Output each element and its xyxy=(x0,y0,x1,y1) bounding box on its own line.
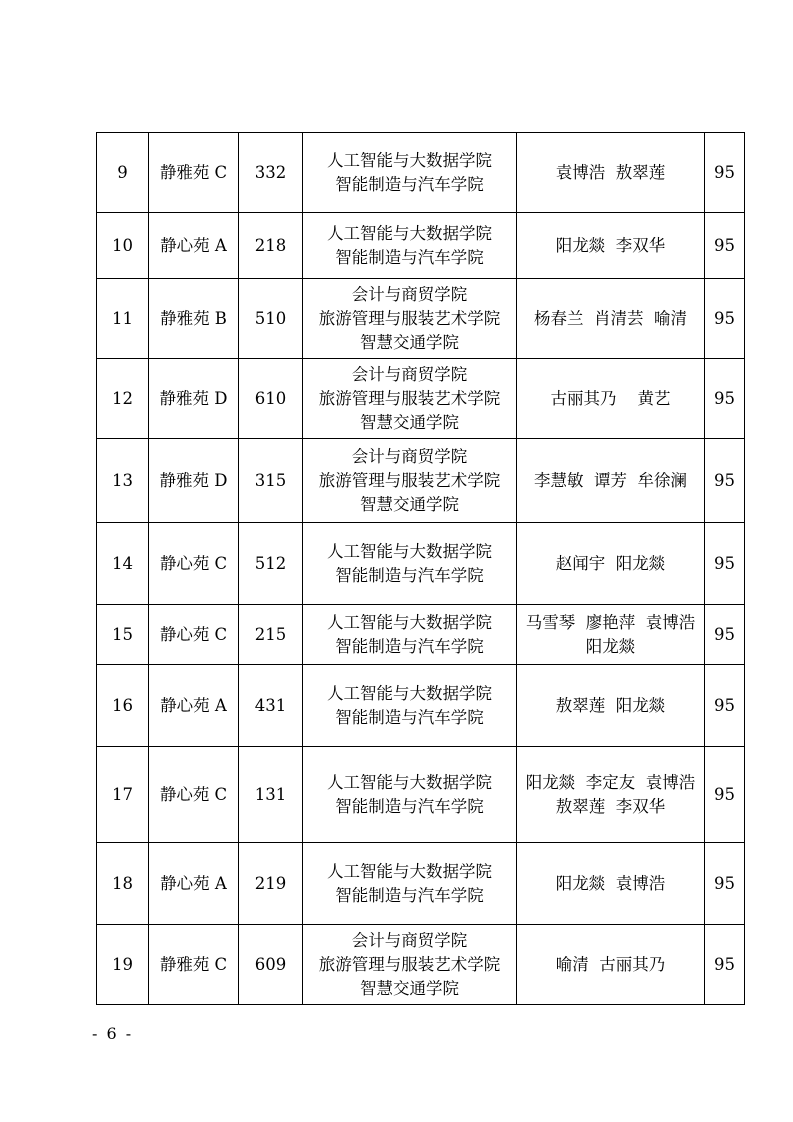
members-cell xyxy=(517,925,705,1005)
building-cell: 静心苑 C xyxy=(149,523,239,605)
building-cell: 静心苑 A xyxy=(149,843,239,925)
college-line: 会计与商贸学院 xyxy=(351,284,468,304)
members-cell xyxy=(517,359,705,439)
score-cell: 95 xyxy=(705,359,745,439)
college-line: 智慧交通学院 xyxy=(360,494,459,514)
score-cell: 95 xyxy=(705,747,745,843)
building-cell: 静雅苑 B xyxy=(149,279,239,359)
member-line: 李慧敏 谭芳 牟徐澜 xyxy=(534,470,687,490)
college-line: 智能制造与汽车学院 xyxy=(335,636,484,656)
college-line: 人工智能与大数据学院 xyxy=(327,861,492,881)
page-number: - 6 - xyxy=(92,1024,134,1043)
building-cell: 静心苑 A xyxy=(149,213,239,279)
room-cell: 609 xyxy=(239,925,303,1005)
table-row xyxy=(97,843,745,925)
member-line: 杨春兰 肖清芸 喻清 xyxy=(534,308,687,328)
table-row xyxy=(97,359,745,439)
college-line: 人工智能与大数据学院 xyxy=(327,612,492,632)
row-number-cell: 15 xyxy=(97,605,149,665)
college-line: 智能制造与汽车学院 xyxy=(335,565,484,585)
score-cell: 95 xyxy=(705,133,745,213)
building-cell: 静雅苑 D xyxy=(149,359,239,439)
college-line: 智能制造与汽车学院 xyxy=(335,885,484,905)
room-cell: 215 xyxy=(239,605,303,665)
college-line: 智慧交通学院 xyxy=(360,978,459,998)
row-number-cell: 10 xyxy=(97,213,149,279)
college-line: 智慧交通学院 xyxy=(360,332,459,352)
colleges-cell xyxy=(303,665,517,747)
college-line: 会计与商贸学院 xyxy=(351,446,468,466)
member-line: 古丽其乃 黄艺 xyxy=(550,388,671,408)
building-cell: 静心苑 C xyxy=(149,747,239,843)
college-line: 旅游管理与服装艺术学院 xyxy=(318,388,501,408)
row-number-cell: 13 xyxy=(97,439,149,523)
college-line: 智能制造与汽车学院 xyxy=(335,174,484,194)
row-number-cell: 11 xyxy=(97,279,149,359)
table-body xyxy=(97,133,745,1005)
member-line: 袁博浩 敖翠莲 xyxy=(555,162,666,182)
colleges-cell xyxy=(303,279,517,359)
college-line: 旅游管理与服装艺术学院 xyxy=(318,308,501,328)
score-cell: 95 xyxy=(705,665,745,747)
building-cell: 静心苑 A xyxy=(149,665,239,747)
colleges-cell xyxy=(303,925,517,1005)
college-line: 会计与商贸学院 xyxy=(351,364,468,384)
row-number-cell: 16 xyxy=(97,665,149,747)
member-line: 阳龙燚 李定友 袁博浩 xyxy=(525,772,696,792)
building-cell: 静雅苑 D xyxy=(149,439,239,523)
score-cell: 95 xyxy=(705,439,745,523)
score-cell: 95 xyxy=(705,213,745,279)
members-cell xyxy=(517,843,705,925)
row-number-cell: 14 xyxy=(97,523,149,605)
room-cell: 219 xyxy=(239,843,303,925)
table-row xyxy=(97,213,745,279)
score-cell: 95 xyxy=(705,523,745,605)
colleges-cell xyxy=(303,439,517,523)
college-line: 智能制造与汽车学院 xyxy=(335,707,484,727)
college-line: 人工智能与大数据学院 xyxy=(327,150,492,170)
members-cell xyxy=(517,133,705,213)
member-line: 敖翠莲 阳龙燚 xyxy=(555,695,666,715)
members-cell xyxy=(517,279,705,359)
building-cell: 静雅苑 C xyxy=(149,133,239,213)
score-cell: 95 xyxy=(705,605,745,665)
colleges-cell xyxy=(303,747,517,843)
members-cell xyxy=(517,439,705,523)
colleges-cell xyxy=(303,523,517,605)
colleges-cell xyxy=(303,843,517,925)
members-cell xyxy=(517,665,705,747)
colleges-cell xyxy=(303,133,517,213)
score-cell: 95 xyxy=(705,843,745,925)
college-line: 人工智能与大数据学院 xyxy=(327,541,492,561)
room-cell: 332 xyxy=(239,133,303,213)
table-row xyxy=(97,747,745,843)
college-line: 人工智能与大数据学院 xyxy=(327,683,492,703)
colleges-cell xyxy=(303,213,517,279)
member-line: 喻清 古丽其乃 xyxy=(555,954,666,974)
members-cell xyxy=(517,213,705,279)
college-line: 人工智能与大数据学院 xyxy=(327,223,492,243)
room-cell: 610 xyxy=(239,359,303,439)
score-cell: 95 xyxy=(705,279,745,359)
room-cell: 131 xyxy=(239,747,303,843)
college-line: 人工智能与大数据学院 xyxy=(327,772,492,792)
table-row xyxy=(97,523,745,605)
member-line: 敖翠莲 李双华 xyxy=(555,796,666,816)
dormitory-table xyxy=(96,132,745,1005)
table-row xyxy=(97,605,745,665)
row-number-cell: 17 xyxy=(97,747,149,843)
table-row xyxy=(97,439,745,523)
row-number-cell: 19 xyxy=(97,925,149,1005)
room-cell: 512 xyxy=(239,523,303,605)
table-row xyxy=(97,133,745,213)
row-number-cell: 12 xyxy=(97,359,149,439)
college-line: 会计与商贸学院 xyxy=(351,930,468,950)
room-cell: 315 xyxy=(239,439,303,523)
member-line: 阳龙燚 李双华 xyxy=(555,235,666,255)
table-row xyxy=(97,665,745,747)
building-cell: 静雅苑 C xyxy=(149,925,239,1005)
colleges-cell xyxy=(303,359,517,439)
room-cell: 510 xyxy=(239,279,303,359)
table-row xyxy=(97,925,745,1005)
members-cell xyxy=(517,605,705,665)
table-row xyxy=(97,279,745,359)
building-cell: 静心苑 C xyxy=(149,605,239,665)
college-line: 智能制造与汽车学院 xyxy=(335,796,484,816)
row-number-cell: 9 xyxy=(97,133,149,213)
colleges-cell xyxy=(303,605,517,665)
college-line: 旅游管理与服装艺术学院 xyxy=(318,954,501,974)
score-cell: 95 xyxy=(705,925,745,1005)
member-line: 阳龙燚 xyxy=(585,636,636,656)
member-line: 赵闻宇 阳龙燚 xyxy=(555,553,666,573)
college-line: 智慧交通学院 xyxy=(360,412,459,432)
room-cell: 431 xyxy=(239,665,303,747)
members-cell xyxy=(517,747,705,843)
members-cell xyxy=(517,523,705,605)
college-line: 智能制造与汽车学院 xyxy=(335,247,484,267)
college-line: 旅游管理与服装艺术学院 xyxy=(318,470,501,490)
member-line: 阳龙燚 袁博浩 xyxy=(555,873,666,893)
room-cell: 218 xyxy=(239,213,303,279)
row-number-cell: 18 xyxy=(97,843,149,925)
member-line: 马雪琴 廖艳萍 袁博浩 xyxy=(525,612,696,632)
